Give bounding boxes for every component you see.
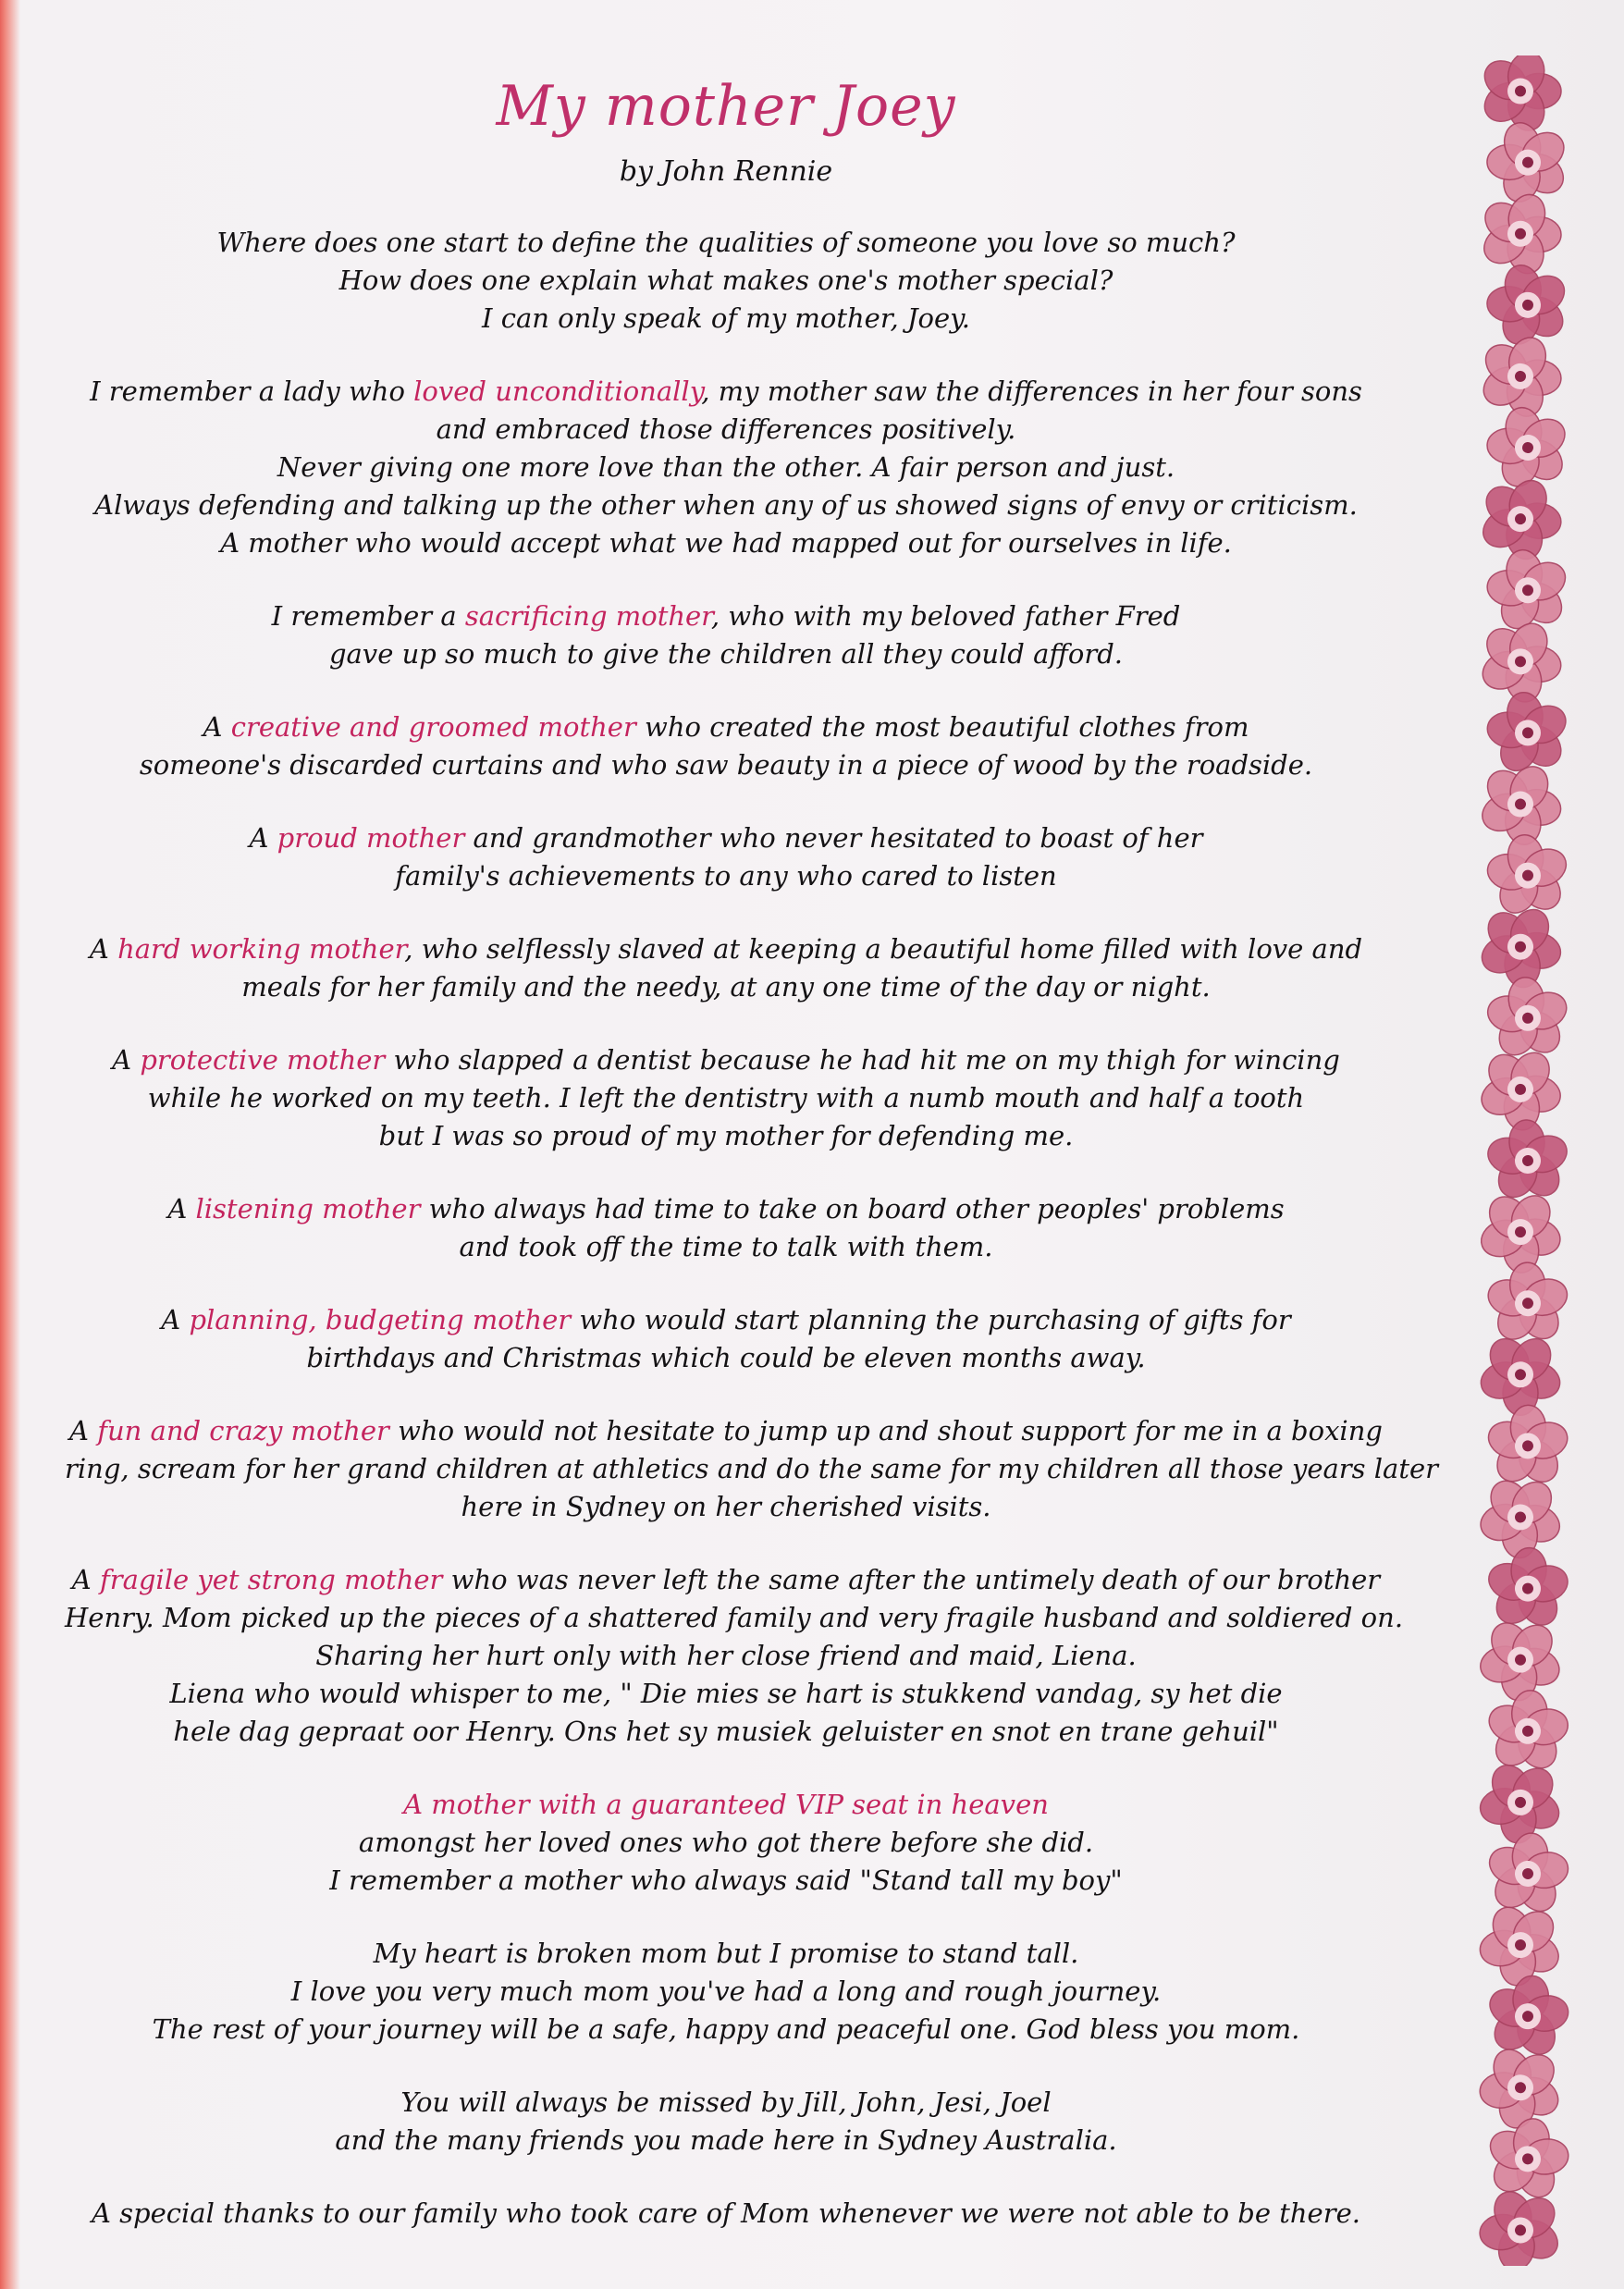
line-text: who was never left the same after the untimely death of our brother [442, 1564, 1381, 1595]
poem-line [65, 1824, 1387, 1862]
poem-line [65, 635, 1387, 673]
line-text: but I was so proud of my mother for defending me. [378, 1120, 1074, 1151]
poem-line [65, 1862, 1387, 1900]
poem-line [65, 1599, 1404, 1637]
page-title: My mother Joey [496, 74, 956, 139]
highlighted-phrase: proud mother [277, 822, 465, 854]
poem-line [65, 1228, 1387, 1266]
poem-line [65, 486, 1387, 524]
line-text: The rest of your journey will be a safe, happy and peaceful one. God bless you mom. [152, 2013, 1300, 2045]
highlighted-phrase: hard working mother [117, 933, 405, 965]
poem-paragraph [65, 597, 1387, 673]
highlighted-phrase: planning, budgeting mother [189, 1304, 572, 1335]
line-text: A [89, 933, 118, 965]
line-text: How does one explain what makes one's mother special? [338, 265, 1113, 296]
line-text: gave up so much to give the children all they could afford. [328, 638, 1124, 670]
poem-line [65, 1041, 1387, 1079]
poem-line [65, 373, 1387, 411]
poem-line [65, 2195, 1387, 2233]
line-text: and embraced those differences positively. [436, 413, 1016, 445]
closing-thanks [65, 2195, 1387, 2233]
poem-line [65, 1973, 1387, 2011]
poem-line [65, 1412, 1387, 1450]
poem-body [65, 224, 1439, 2233]
line-text: hele dag gepraat oor Henry. Ons het sy musiek geluister en snot en trane gehuil" [173, 1716, 1279, 1747]
poem-line [65, 708, 1387, 746]
line-text: , who selflessly slaved at keeping a beautiful home filled with love and [404, 933, 1363, 965]
poem-line [65, 2122, 1387, 2160]
line-text: and the many friends you made here in Sydney Australia. [335, 2124, 1117, 2156]
poem-line [65, 1190, 1387, 1228]
line-text: who created the most beautiful clothes from [635, 711, 1249, 743]
poem-line [65, 411, 1387, 449]
highlighted-phrase: sacrificing mother [464, 600, 711, 632]
poem-line [65, 1301, 1387, 1339]
poem-line [65, 224, 1387, 262]
poem-line [65, 262, 1387, 300]
line-text: Never giving one more love than the other. A fair person and just. [277, 451, 1175, 483]
poem-line [65, 857, 1387, 895]
line-text: A [167, 1193, 196, 1224]
poem-line [65, 2084, 1387, 2122]
poem-paragraph [65, 1041, 1387, 1155]
poem-paragraph [65, 930, 1387, 1006]
poem-paragraph [65, 224, 1387, 338]
line-text: A [203, 711, 231, 743]
poem-line [65, 930, 1387, 968]
poem-line [65, 1561, 1387, 1599]
highlighted-phrase: listening mother [195, 1193, 421, 1224]
line-text: My heart is broken mom but I promise to stand tall. [373, 1938, 1079, 1969]
poem-paragraph [65, 373, 1387, 562]
poem-line [65, 300, 1387, 338]
line-text: Henry. Mom picked up the pieces of a shattered family and very fragile husband and soldiered on. [65, 1602, 1404, 1633]
flower-border [1469, 55, 1580, 2266]
line-text: birthdays and Christmas which could be eleven months away. [306, 1342, 1146, 1373]
line-text: Where does one start to define the qualities of someone you love so much? [216, 227, 1236, 258]
poem-line [65, 1450, 1439, 1488]
poem-line [65, 1637, 1387, 1675]
poem-paragraph [65, 1301, 1387, 1377]
byline: by John Rennie [619, 155, 833, 188]
highlighted-phrase: loved unconditionally [413, 375, 702, 407]
line-text: A [69, 1415, 98, 1446]
line-text: who slapped a dentist because he had hit me on my thigh for wincing [385, 1044, 1340, 1076]
poem-line [65, 1786, 1387, 1824]
poem-paragraph [65, 1786, 1387, 1900]
line-text: A [71, 1564, 100, 1595]
poem-line [65, 746, 1387, 784]
line-text: meals for her family and the needy, at any one time of the day or night. [241, 971, 1211, 1003]
line-text: A [161, 1304, 190, 1335]
line-text: A special thanks to our family who took care of Mom whenever we were not able to be there. [92, 2197, 1360, 2229]
line-text: someone's discarded curtains and who saw beauty in a piece of wood by the roadside. [139, 749, 1313, 781]
highlighted-phrase: fun and crazy mother [97, 1415, 389, 1446]
highlighted-phrase: protective mother [140, 1044, 386, 1076]
poem-paragraph [65, 1190, 1387, 1266]
highlighted-phrase: A mother with a guaranteed VIP seat in heaven [403, 1789, 1049, 1820]
poem-line [65, 968, 1387, 1006]
line-text: , who with my beloved father Fred [710, 600, 1181, 632]
line-text: who would start planning the purchasing of gifts for [571, 1304, 1291, 1335]
poem-paragraph [65, 819, 1387, 895]
poem-line [65, 819, 1387, 857]
line-text: You will always be missed by Jill, John, Jesi, Joel [400, 2086, 1052, 2118]
poem-line [65, 1713, 1387, 1751]
highlighted-phrase: creative and groomed mother [230, 711, 636, 743]
line-text: while he worked on my teeth. I left the dentistry with a numb mouth and half a tooth [147, 1082, 1305, 1114]
line-text: Liena who would whisper to me, " Die mies se hart is stukkend vandag, sy het die [169, 1678, 1283, 1709]
line-text: who always had time to take on board other peoples' problems [420, 1193, 1285, 1224]
line-text: who would not hesitate to jump up and shout support for me in a boxing [388, 1415, 1383, 1446]
poem-paragraph [65, 1935, 1387, 2049]
line-text: ring, scream for her grand children at athletics and do the same for my children all those years later [65, 1453, 1439, 1484]
line-text: and took off the time to talk with them. [459, 1231, 993, 1262]
line-text: I remember a lady who [90, 375, 414, 407]
poem-line [65, 1675, 1387, 1713]
highlighted-phrase: fragile yet strong mother [99, 1564, 443, 1595]
line-text: Always defending and talking up the other when any of us showed signs of envy or criticism. [94, 489, 1358, 521]
poem-line [65, 597, 1387, 635]
poem-line [65, 1488, 1387, 1526]
line-text: and grandmother who never hesitated to boast of her [464, 822, 1203, 854]
poem-line [65, 1117, 1387, 1155]
line-text: family's achievements to any who cared to listen [395, 860, 1057, 892]
line-text: A mother who would accept what we had mapped out for ourselves in life. [220, 527, 1232, 559]
poem-line [65, 2011, 1387, 2049]
line-text: amongst her loved ones who got there before she did. [358, 1827, 1094, 1858]
line-text: A [112, 1044, 141, 1076]
poem-line [65, 449, 1387, 486]
line-text: I remember a mother who always said "Stand tall my boy" [329, 1864, 1123, 1896]
line-text: here in Sydney on her cherished visits. [461, 1491, 991, 1522]
poem-content [65, 65, 1439, 2268]
poem-line [65, 1935, 1387, 1973]
line-text: , my mother saw the differences in her four sons [701, 375, 1362, 407]
line-text: I remember a [271, 600, 465, 632]
poem-line [65, 1079, 1387, 1117]
poem-paragraph [65, 2084, 1387, 2160]
poem-paragraph [65, 1412, 1439, 1526]
poem-line [65, 1339, 1387, 1377]
poem-line [65, 524, 1387, 562]
poem-paragraph [65, 708, 1387, 784]
line-text: Sharing her hurt only with her close friend and maid, Liena. [315, 1640, 1137, 1671]
line-text: I love you very much mom you've had a long and rough journey. [290, 1975, 1162, 2007]
line-text: I can only speak of my mother, Joey. [482, 302, 970, 334]
line-text: A [249, 822, 277, 854]
poem-paragraph [65, 1561, 1404, 1751]
